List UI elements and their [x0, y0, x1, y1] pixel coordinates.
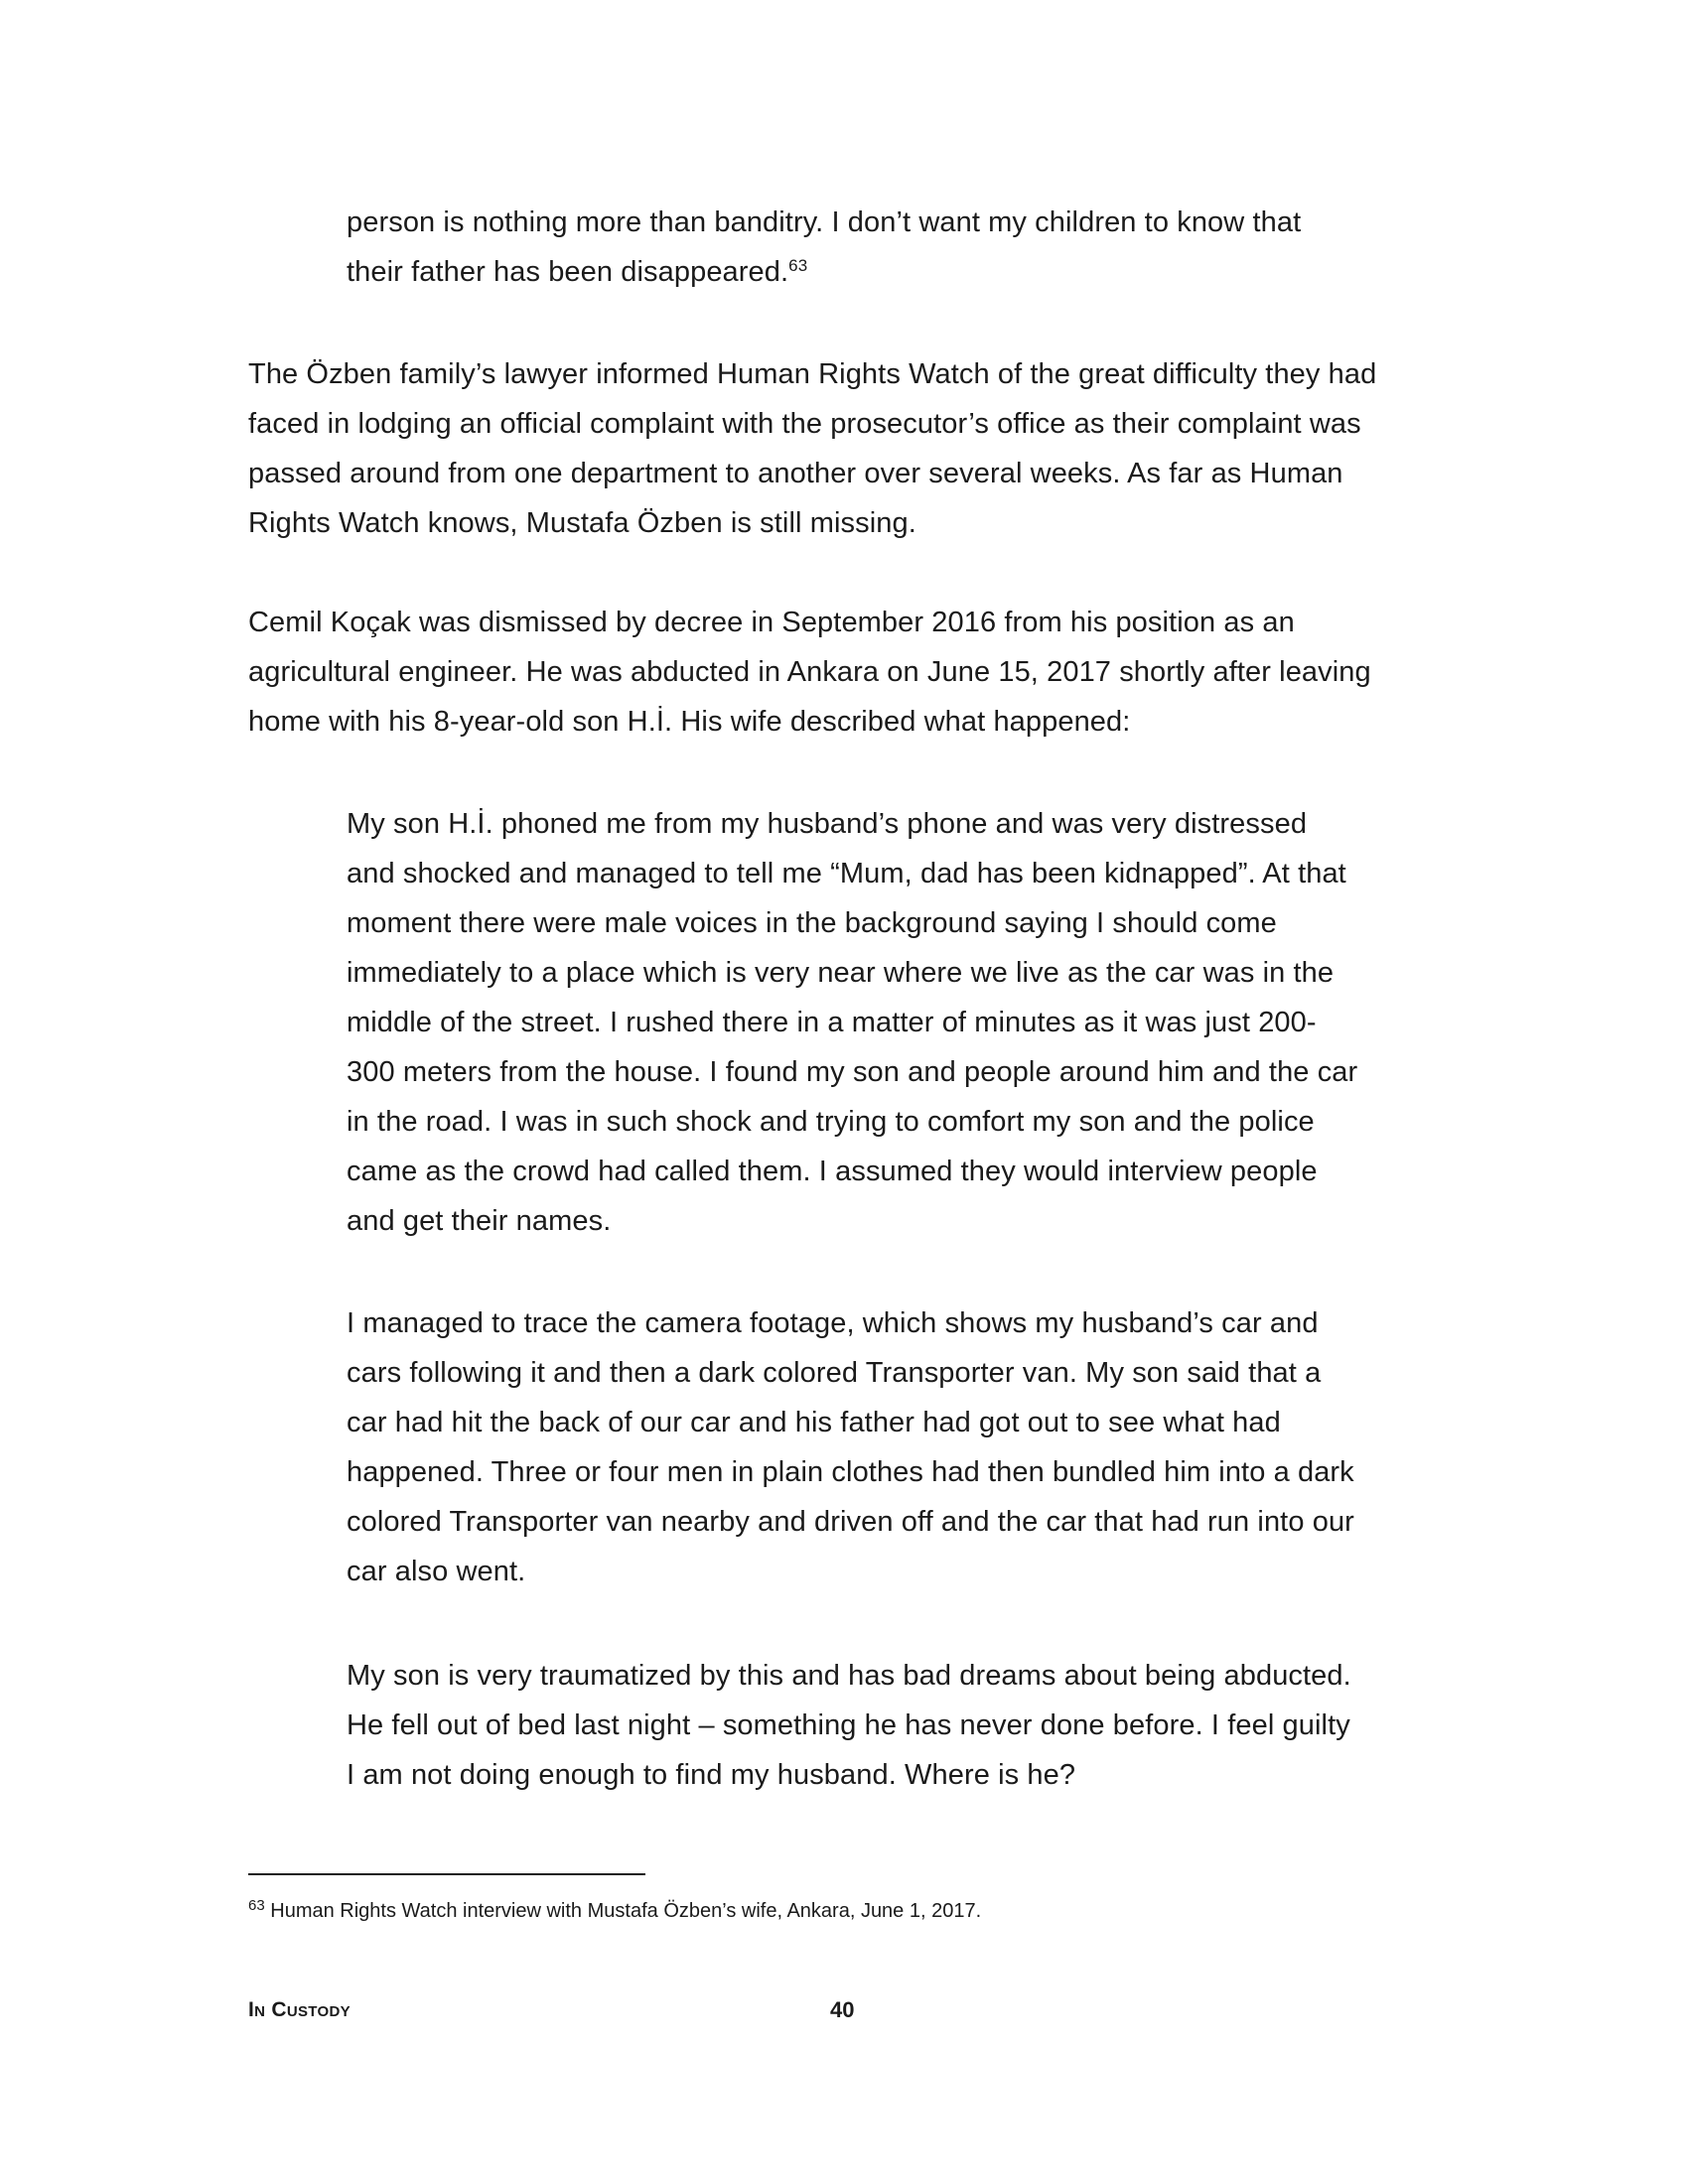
page-number: 40	[830, 1997, 855, 2022]
block-quote-camera-footage: I managed to trace the camera footage, which shows my husband’s car and cars following it and then a dark colored Transporter van. My son said that a car had hit the back of our car and his father had got out to see what had happened. Three or four men in plain clothes had then bundled him into a dark colored Transporter van nearby and driven off and the car that had run into our car also went.	[347, 1307, 1354, 1587]
paragraph-cemil-kocak: Cemil Koçak was dismissed by decree in September 2016 from his position as an agricultural engineer. He was abducted in Ankara on June 15, 2017 shortly after leaving home with his 8-year-old son H.İ. His wife described what happened:	[248, 607, 1371, 738]
footnote-number: 63	[248, 1897, 265, 1914]
block-quote-continuation	[347, 198, 1359, 297]
footnote-text: Human Rights Watch interview with Mustafa Özben’s wife, Ankara, June 1, 2017.	[270, 1900, 982, 1922]
quote-continuation-text: person is nothing more than banditry. I don’t want my children to know that their father has been disappeared.	[347, 206, 1302, 288]
footnote-reference: 63	[788, 256, 808, 275]
footnote-divider	[248, 1873, 645, 1875]
paragraph-lawyer-complaint: The Özben family’s lawyer informed Human Rights Watch of the great difficulty they had faced in lodging an official complaint with the prosecutor’s office as their complaint was passed around from one department to another over several weeks. As far as Human Rights Watch knows, Mustafa Özben is still missing.	[248, 358, 1377, 539]
running-footer-title: In Custody	[248, 1998, 351, 2021]
block-quote-phone-call: My son H.İ. phoned me from my husband’s phone and was very distressed and shocked and managed to tell me “Mum, dad has been kidnapped”. At that moment there were male voices in the background saying I should come immediately to a place which is very near where we live as the car was in the middle of the street. I rushed there in a matter of minutes as it was just 200-300 meters from the house. I found my son and people around him and the car in the road. I was in such shock and trying to comfort my son and the police came as the crowd had called them. I assumed they would interview people and get their names.	[347, 808, 1358, 1237]
block-quote-traumatized-son: My son is very traumatized by this and has bad dreams about being abducted. He fell out of bed last night – something he has never done before. I feel guilty I am not doing enough to find my husband. Where is he?	[347, 1660, 1351, 1791]
footnote	[248, 1896, 981, 1926]
